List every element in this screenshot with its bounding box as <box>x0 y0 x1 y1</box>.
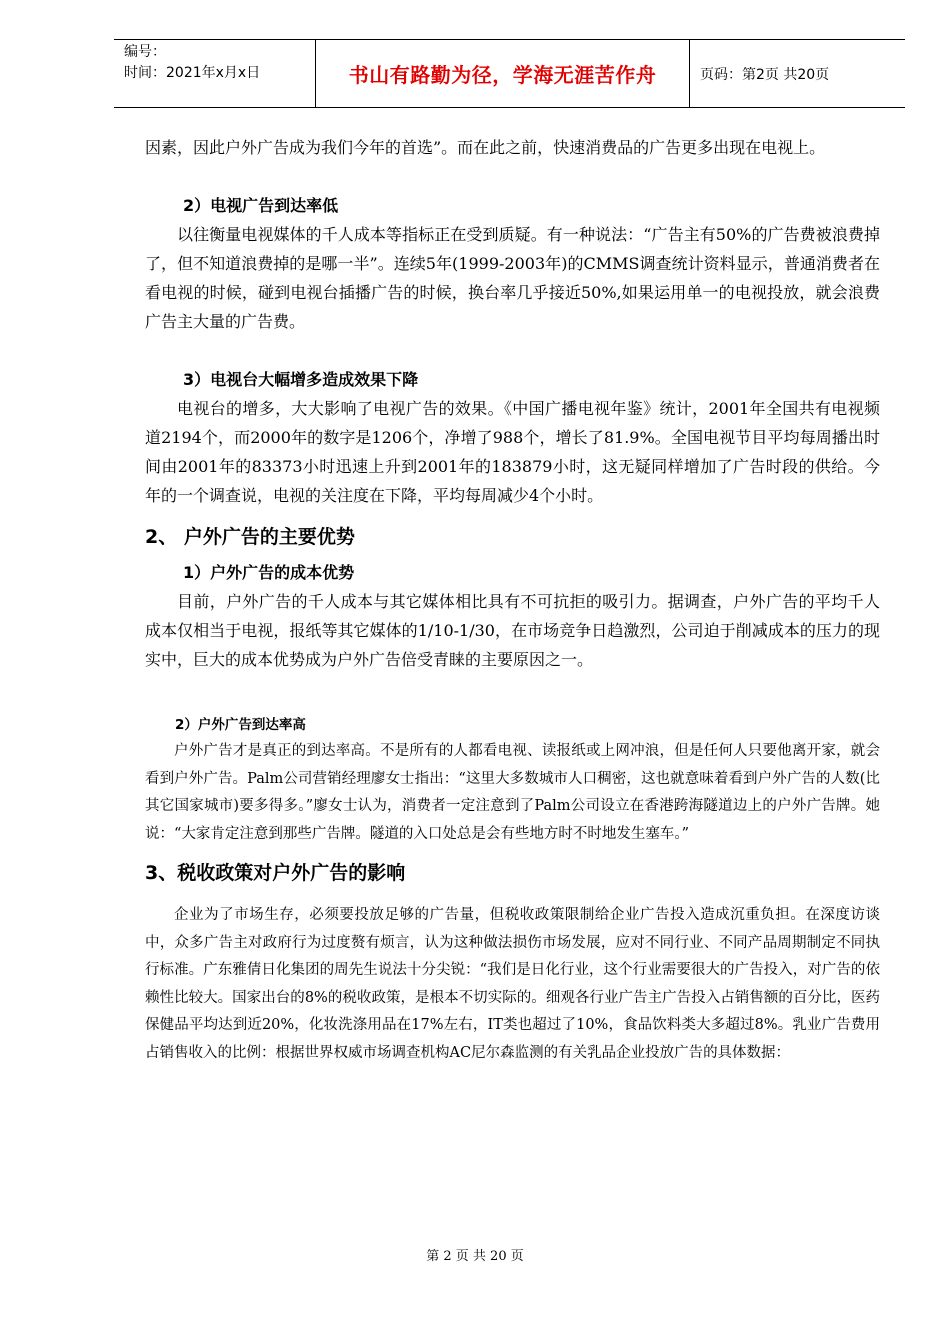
header-time-label: 时间：2021年x月x日 <box>124 65 261 81</box>
subheading-cost: 1）户外广告的成本优势 <box>183 563 355 582</box>
paragraph-tv-reach: 以往衡量电视媒体的千人成本等指标正在受到质疑。有一种说法：“广告主有50%的广告费被浪费掉了，但不知道浪费掉的是哪一半”。连续5年(1999-2003年)的CMMS调查统计资料显示，普通消费者在看电视的时候，碰到电视台插播广告的时候，换台率几乎接近50%,如果运用单一的电视投放，就会浪费广告主大量的广告费。 <box>145 225 880 331</box>
subheading-outdoor-reach: 2）户外广告到达率高 <box>175 717 306 733</box>
paragraph-tax: 企业为了市场生存，必须要投放足够的广告量，但税收政策限制给企业广告投入造成沉重负担。在深度访谈中，众多广告主对政府行为过度赘有烦言，认为这种做法损伤市场发展，应对不同行业、不同产品周期制定不同执行标准。广东雅倩日化集团的周先生说法十分尖锐：“我们是日化行业，这个行业需要很大的广告投入，对广告的依赖性比较大。国家出台的8%的税收政策，是根本不切实际的。细观各行业广告主广告投入占销售额的百分比，医药保健品平均达到近20%，化妆洗涤用品在17%左右，IT类也超过了10%，食品饮料类大多超过8%。乳业广告费用占销售收入的比例：根据世界权威市场调查机构AC尼尔森监测的有关乳品企业投放广告的具体数据： <box>145 907 880 1061</box>
subheading-tv-growth: 3）电视台大幅增多造成效果下降 <box>183 370 419 389</box>
page-footer: 第 2 页 共 20 页 <box>426 1249 524 1264</box>
paragraph-outdoor-reach: 户外广告才是真正的到达率高。不是所有的人都看电视、读报纸或上网冲浪，但是任何人只要他离开家，就会看到户外广告。Palm公司营销经理廖女士指出：“这里大多数城市人口稠密，这也就意味着看到户外广告的人数(比其它国家城市)要多得多。”廖女士认为，消费者一定注意到了Palm公司设立在香港跨海隧道边上的户外广告牌。她说：“大家肯定注意到那些广告牌。隧道的入口处总是会有些地方时不时地发生塞车。” <box>145 743 880 842</box>
paragraph-tv-growth: 电视台的增多，大大影响了电视广告的效果。《中国广播电视年鉴》统计，2001年全国共有电视频道2194个，而2000年的数字是1206个，净增了988个，增长了81.9%。全国电视节目平均每周播出时间由2001年的83373小时迅速上升到2001年的183879小时，这无疑同样增加了广告时段的供给。今年的一个调查说，电视的关注度在下降，平均每周减少4个小时。 <box>145 399 880 505</box>
section-heading-2: 2、 户外广告的主要优势 <box>145 526 355 548</box>
header-page-info: 页码：第2页 共20页 <box>700 66 830 83</box>
header-id-label: 编号： <box>124 44 166 60</box>
paragraph-continuation: 因素，因此户外广告成为我们今年的首选”。而在此之前，快速消费品的广告更多出现在电视上。 <box>145 138 826 157</box>
header-meta-cell <box>114 40 316 107</box>
header-motto: 书山有路勤为径，学海无涯苦作舟 <box>316 40 690 107</box>
document-body <box>145 133 880 1067</box>
page-header-table <box>114 39 905 108</box>
subheading-tv-reach: 2）电视广告到达率低 <box>183 196 339 215</box>
section-heading-3: 3、税收政策对户外广告的影响 <box>145 862 406 884</box>
paragraph-cost: 目前，户外广告的千人成本与其它媒体相比具有不可抗拒的吸引力。据调查，户外广告的平均千人成本仅相当于电视，报纸等其它媒体的1/10-1/30，在市场竞争日趋激烈，公司迫于削减成本的压力的现实中，巨大的成本优势成为户外广告倍受青睐的主要原因之一。 <box>145 592 880 669</box>
